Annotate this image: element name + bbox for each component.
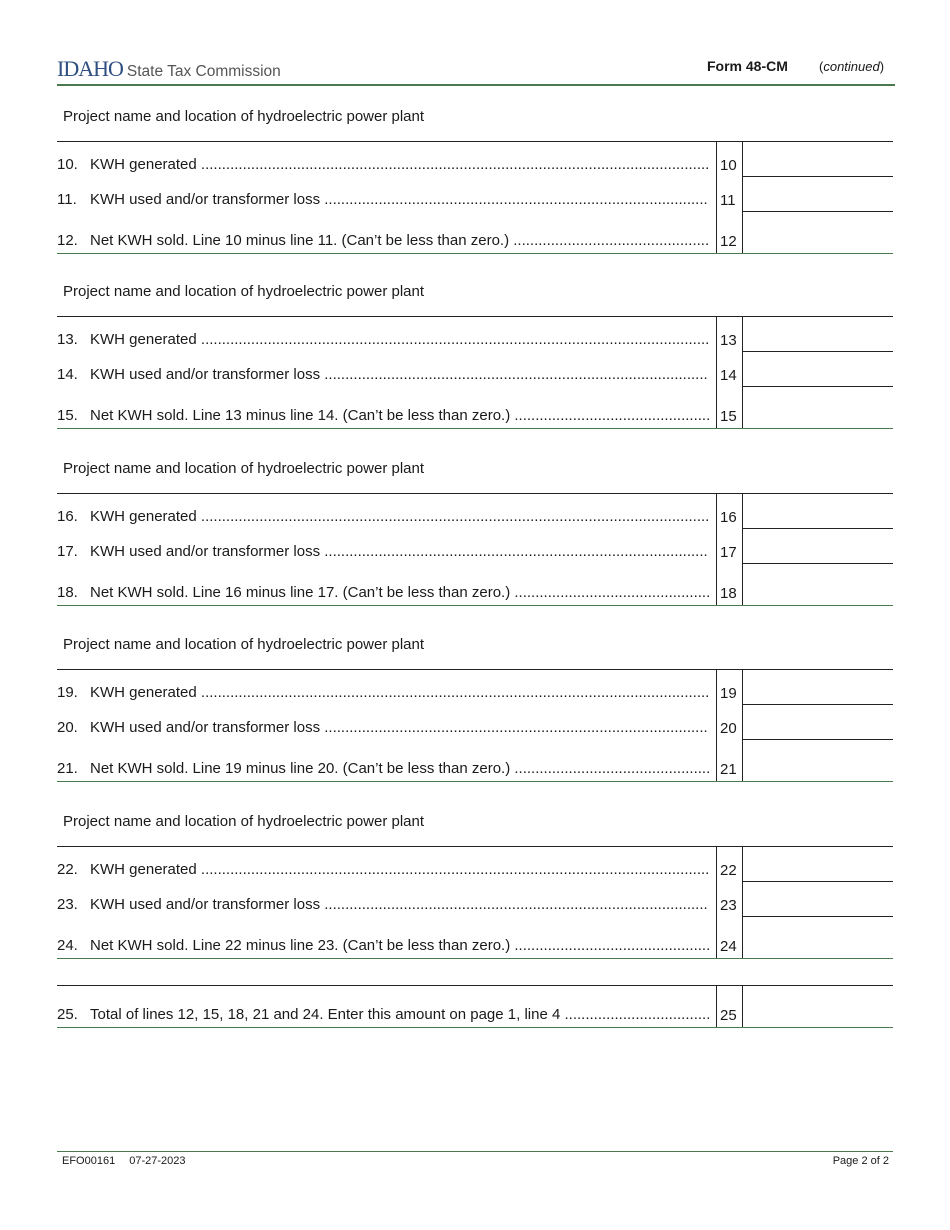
line-16-label: 16. KWH generated ..... bbox=[57, 508, 709, 525]
line-25-label: 25. Total of lines 12, 15, 18, 21 and 24. Enter this amount on page 1, line 4 ..... bbox=[57, 1006, 709, 1023]
line-24-row bbox=[57, 917, 895, 958]
line-12-label: 12. Net KWH sold. Line 10 minus line 11. (Can’t be less than zero.) ..... bbox=[57, 232, 709, 249]
section-divider bbox=[57, 428, 893, 429]
project-name-label: Project name and location of hydroelectric power plant bbox=[63, 283, 425, 300]
line-12-amount-field[interactable] bbox=[742, 212, 893, 253]
line-14-label: 14. KWH used and/or transformer loss ..... bbox=[57, 366, 709, 383]
line-17-box-number: 17 bbox=[716, 529, 743, 564]
project-name-label: Project name and location of hydroelectric power plant bbox=[63, 108, 425, 125]
line-19-amount-field[interactable] bbox=[742, 670, 893, 705]
line-15-label: 15. Net KWH sold. Line 13 minus line 14. (Can’t be less than zero.) ..... bbox=[57, 407, 709, 424]
line-13-box-number: 13 bbox=[716, 317, 743, 352]
form-code bbox=[62, 1155, 185, 1167]
section-divider bbox=[57, 605, 893, 606]
line-18-amount-field[interactable] bbox=[742, 564, 893, 605]
line-15-box-number: 15 bbox=[716, 387, 743, 428]
line-25-amount-field[interactable] bbox=[742, 986, 893, 1027]
line-19-box-number: 19 bbox=[716, 670, 743, 705]
line-23-label: 23. KWH used and/or transformer loss ..... bbox=[57, 896, 709, 913]
section-divider bbox=[57, 1027, 893, 1028]
idaho-state-tax-commission-logo bbox=[57, 56, 281, 82]
line-23-row bbox=[57, 882, 895, 917]
line-11-box-number: 11 bbox=[716, 177, 743, 212]
line-11-row bbox=[57, 177, 895, 212]
footer-rule bbox=[57, 1151, 893, 1152]
line-19-row bbox=[57, 670, 895, 705]
line-20-amount-field[interactable] bbox=[742, 705, 893, 740]
line-21-amount-field[interactable] bbox=[742, 740, 893, 781]
section-divider bbox=[57, 958, 893, 959]
line-13-amount-field[interactable] bbox=[742, 317, 893, 352]
line-14-box-number: 14 bbox=[716, 352, 743, 387]
line-11-amount-field[interactable] bbox=[742, 177, 893, 212]
project-name-label: Project name and location of hydroelectric power plant bbox=[63, 813, 425, 830]
line-20-row bbox=[57, 705, 895, 740]
line-12-row bbox=[57, 212, 895, 253]
line-17-label: 17. KWH used and/or transformer loss ..... bbox=[57, 543, 709, 560]
form-code-id: EFO00161 bbox=[62, 1155, 116, 1167]
section-divider bbox=[57, 781, 893, 782]
line-20-box-number: 20 bbox=[716, 705, 743, 740]
line-22-box-number: 22 bbox=[716, 847, 743, 882]
form-header bbox=[57, 54, 895, 86]
line-15-amount-field[interactable] bbox=[742, 387, 893, 428]
line-20-label: 20. KWH used and/or transformer loss ..... bbox=[57, 719, 709, 736]
logo-subtitle: State Tax Commission bbox=[126, 63, 281, 80]
continued-label: (continued) bbox=[819, 59, 885, 74]
line-23-amount-field[interactable] bbox=[742, 882, 893, 917]
line-15-row bbox=[57, 387, 895, 428]
project-name-label: Project name and location of hydroelectric power plant bbox=[63, 460, 425, 477]
line-14-row bbox=[57, 352, 895, 387]
line-22-row bbox=[57, 847, 895, 882]
line-18-label: 18. Net KWH sold. Line 16 minus line 17. (Can’t be less than zero.) ..... bbox=[57, 584, 709, 601]
line-22-amount-field[interactable] bbox=[742, 847, 893, 882]
line-14-amount-field[interactable] bbox=[742, 352, 893, 387]
line-13-label: 13. KWH generated ..... bbox=[57, 331, 709, 348]
line-24-box-number: 24 bbox=[716, 917, 743, 958]
logo-wordmark: IDAHO bbox=[57, 56, 123, 81]
section-divider bbox=[57, 253, 893, 254]
line-18-row bbox=[57, 564, 895, 605]
line-10-row bbox=[57, 142, 895, 177]
line-25-row bbox=[57, 986, 895, 1027]
form-number: Form 48-CM bbox=[707, 58, 788, 74]
line-17-amount-field[interactable] bbox=[742, 529, 893, 564]
line-12-box-number: 12 bbox=[716, 212, 743, 253]
line-16-row bbox=[57, 494, 895, 529]
line-10-amount-field[interactable] bbox=[742, 142, 893, 177]
line-10-box-number: 10 bbox=[716, 142, 743, 177]
page-number: Page 2 of 2 bbox=[832, 1155, 889, 1167]
line-16-box-number: 16 bbox=[716, 494, 743, 529]
line-18-box-number: 18 bbox=[716, 564, 743, 605]
line-19-label: 19. KWH generated ..... bbox=[57, 684, 709, 701]
form-revision-date: 07-27-2023 bbox=[129, 1155, 186, 1167]
line-24-amount-field[interactable] bbox=[742, 917, 893, 958]
line-21-label: 21. Net KWH sold. Line 19 minus line 20. (Can’t be less than zero.) ..... bbox=[57, 760, 709, 777]
line-11-label: 11. KWH used and/or transformer loss ..... bbox=[57, 191, 709, 208]
line-23-box-number: 23 bbox=[716, 882, 743, 917]
line-13-row bbox=[57, 317, 895, 352]
line-21-row bbox=[57, 740, 895, 781]
line-10-label: 10. KWH generated ..... bbox=[57, 156, 709, 173]
line-17-row bbox=[57, 529, 895, 564]
line-24-label: 24. Net KWH sold. Line 22 minus line 23. (Can’t be less than zero.) ..... bbox=[57, 937, 709, 954]
line-22-label: 22. KWH generated ..... bbox=[57, 861, 709, 878]
line-25-box-number: 25 bbox=[716, 986, 743, 1027]
project-name-label: Project name and location of hydroelectric power plant bbox=[63, 636, 425, 653]
line-16-amount-field[interactable] bbox=[742, 494, 893, 529]
line-21-box-number: 21 bbox=[716, 740, 743, 781]
continued-text: continued bbox=[823, 59, 880, 74]
